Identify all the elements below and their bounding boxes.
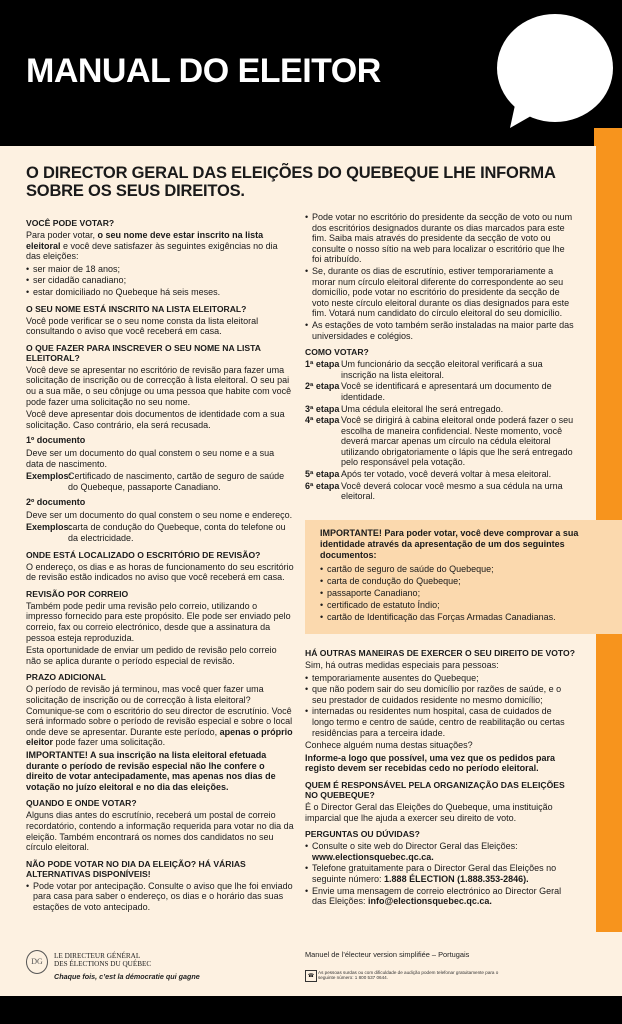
paragraph: Conhece alguém numa destas situações?	[305, 740, 473, 751]
list-item: • passaporte Canadiano;	[320, 588, 588, 599]
list-item: • carta de condução do Quebeque;	[320, 576, 588, 587]
column-right	[305, 212, 575, 503]
step-item: 2ª etapa Você se identificará e apresentará um documento de identidade.	[305, 381, 552, 402]
dgeq-logo-icon: DG	[26, 950, 48, 974]
examples: Exemplos: carta de condução do Quebeque, conta do telefone ou da electricidade.	[26, 522, 286, 544]
step-item: 5ª etapa Após ter votado, você deverá voltar à mesa eleitoral.	[305, 469, 552, 480]
alternatives-list-cont	[305, 212, 575, 341]
list-item: • que não podem sair do seu domicílio por razões de saúde, e o seu prestador de cuidados residente no mesmo domicílio;	[305, 684, 575, 705]
section-heading: QUANDO E ONDE VOTAR?	[26, 798, 137, 809]
section-heading: VOCÊ PODE VOTAR?	[26, 218, 115, 228]
paragraph: Sim, há outras medidas especiais para pessoas:	[305, 660, 499, 670]
id-documents-list	[320, 564, 588, 624]
section-heading: O QUE FAZER PARA INSCREVER O SEU NOME NA LISTA ELEITORAL?	[26, 342, 261, 363]
column-left	[26, 212, 294, 915]
list-item: • Pode votar por antecipação. Consulte o aviso que lhe foi enviado para casa para saber o endereço, os dias e o horário das suas estações de voto antecipado.	[26, 881, 294, 913]
important-content	[320, 528, 588, 626]
paragraph: Deve ser um documento do qual constem o seu nome e endereço.	[26, 509, 293, 520]
section-heading: PRAZO ADICIONAL	[26, 672, 106, 683]
paragraph: Para poder votar, o seu nome deve estar inscrito na lista eleitoral e você deve satisfazer às seguintes exigências no dia das eleições:	[26, 230, 278, 262]
paragraph: Você deve se apresentar no escritório de revisão para fazer uma solicitação de inscrição ou de correcção à lista eleitoral. O seu pai ou a sua mãe, o seu cônjuge ou uma pessoa que habite com você pode fazer uma solicitação no seu nome.	[26, 364, 292, 407]
step-item: 6ª etapa Você deverá colocar você mesmo a sua cédula na urna eleitoral.	[305, 480, 563, 502]
examples: Exemplos: Certificado de nascimento, cartão de seguro de saúde do Quebeque, passaporte Canadiano.	[26, 471, 285, 492]
list-item: • As estações de voto também serão instaladas na maior parte das universidades e colégios.	[305, 320, 575, 341]
list-item: • cartão de Identificação das Forças Armadas Canadianas.	[320, 612, 588, 623]
phone-number: 1.888 ÉLECTION (1.888.353-2846).	[384, 873, 529, 884]
contact-list	[305, 841, 575, 907]
manual-version: Manuel de l’électeur version simplifiée – Portugais	[305, 950, 470, 959]
section-heading: NÃO PODE VOTAR NO DIA DA ELEIÇÃO? HÁ VÁRIAS ALTERNATIVAS DISPONÍVEIS!	[26, 858, 246, 879]
section-heading: REVISÃO POR CORREIO	[26, 588, 129, 599]
paragraph: Também pode pedir uma revisão pelo correio, utilizando o impresso fornecido para este propósito. Ele pode ser enviado pelo correio, fax ou correio electrónico, desde que a assinatura da pessoa esteja reproduzida.	[26, 600, 291, 643]
step-item: 1ª etapa Um funcionário da secção eleitoral verificará a sua inscrição na lista eleitoral.	[305, 359, 543, 380]
email-link[interactable]: info@electionsquebec.qc.ca.	[368, 896, 492, 907]
step-item: 4ª etapa Você se dirigirá à cabina eleitoral onde poderá fazer o seu escolha de maneira confidencial. Neste momento, você deverá marcar apenas um círculo na cédula eleitoral utilizando obrigatoriamente o lápis que lhe será entregado pelo responsável pela votação.	[305, 415, 574, 468]
paragraph: É o Director Geral das Eleições do Quebeque, uma instituição imparcial que lhe ajuda a exercer seu direito de voto.	[305, 801, 553, 823]
list-item: • certificado de estatuto Índio;	[320, 600, 588, 611]
section-heading: COMO VOTAR?	[305, 347, 369, 358]
speech-bubble-icon	[0, 0, 622, 146]
org-name: LE DIRECTEUR GÉNÉRAL DES ÉLECTIONS DU QUÉBEC	[54, 952, 152, 968]
paragraph: O endereço, os dias e as horas de funcionamento do seu escritório de revisão estão indicados no aviso que você receberá em casa.	[26, 561, 294, 583]
paragraph: Informe-a logo que possível, uma vez que os pedidos para registo devem ser recebidas cedo no período eleitoral.	[305, 752, 556, 774]
list-item: • Consulte o site web do Director Geral das Eleições: www.electionsquebec.qc.ca.	[305, 841, 575, 862]
section-heading: HÁ OUTRAS MANEIRAS DE EXERCER O SEU DIREITO DE VOTO?	[305, 648, 575, 658]
list-item: • Se, durante os dias de escrutínio, estiver temporariamente a morar num círculo eleitoral diferente do correspondente ao seu domicílio, pode votar no escritório do presidente da secção de voto neste círculo eleitoral durante os dias designados para este fim. Votará num candidato do círculo eleitoral do seu domicílio.	[305, 266, 575, 319]
paragraph: Esta oportunidade de enviar um pedido de revisão pelo correio não se aplica durante o período especial de revisão.	[26, 645, 277, 666]
bottom-band	[0, 996, 622, 1024]
website-link[interactable]: www.electionsquebec.qc.ca.	[312, 851, 434, 862]
doc-heading: 2º documento	[26, 497, 86, 508]
list-item: • temporariamente ausentes do Quebeque;	[305, 673, 575, 684]
list-item: • Envie uma mensagem de correio electrónico ao Director Geral das Eleições: info@electionsquebec.qc.ca.	[305, 886, 575, 907]
list-item: • Pode votar no escritório do presidente da secção de voto ou num dos escritórios designados durante os dias marcados para este fim. Saiba mais através do presidente da secção de voto ou consulte o nosso sítio na web para localizar o escritório que lhe foi atribuído.	[305, 212, 575, 265]
important-note: IMPORTANTE! A sua inscrição na lista eleitoral efetuada durante o período de revisão especial não lhe confere o direito de votar antecipadamente, mas apenas nos dias de votação no juízo eleitoral e no dia das eleições.	[26, 749, 276, 792]
list-item: • ser maior de 18 anos;	[26, 264, 294, 275]
paragraph: O período de revisão já terminou, mas você quer fazer uma solicitação de inscrição ou de correcção à lista eleitoral? Comunique-se com o escritório do seu director de escrutínio. Você será informado sobre o período de revisão especial e sobre o local onde deve se apresentar. Durante este período, apenas o próprio eleitor pode fazer uma solicitação.	[26, 684, 293, 748]
subtitle: O DIRECTOR GERAL DAS ELEIÇÕES DO QUEBEQUE LHE INFORMA SOBRE OS SEUS DIREITOS.	[26, 164, 556, 200]
step-item: 3ª etapa Uma cédula eleitoral lhe será entregado.	[305, 403, 504, 414]
requirements-list	[26, 264, 294, 298]
alternatives-list	[26, 881, 294, 913]
list-item: • internadas ou residentes num hospital, casa de cuidados de longo termo e centro de saúde, centro de reabilitação ou certas residências para a terceira idade.	[305, 706, 575, 738]
slogan: Chaque fois, c’est la démocratie qui gagne	[54, 972, 200, 981]
section-heading: ONDE ESTÁ LOCALIZADO O ESCRITÓRIO DE REVISÃO?	[26, 549, 261, 560]
section-heading: QUEM É RESPONSÁVEL PELA ORGANIZAÇÃO DAS ELEIÇÕES NO QUEBEQUE?	[305, 779, 565, 800]
list-item: • estar domiciliado no Quebeque há seis meses.	[26, 287, 294, 298]
list-item: • ser cidadão canadiano;	[26, 275, 294, 286]
page-title: MANUAL DO ELEITOR	[26, 52, 381, 90]
paragraph: Você deve apresentar dois documentos de identidade com a sua solicitação. Caso contrário, ela será recusada.	[26, 409, 285, 430]
steps-list	[305, 359, 575, 502]
tty-icon: ☎	[305, 970, 317, 982]
list-item: • cartão de seguro de saúde do Quebeque;	[320, 564, 588, 575]
special-measures-list	[305, 673, 575, 739]
paragraph: Você pode verificar se o seu nome consta da lista eleitoral consultando o aviso que você receberá em casa.	[26, 315, 259, 337]
paragraph: Alguns dias antes do escrutínio, receberá um postal de correio recordatório, contendo a informação requerida para votar no dia da eleição. Também encontrará os nomes dos candidatos no seu círculo eleitoral.	[26, 810, 294, 853]
tty-note: As pessoas surdas ou com dificuldade de audição podem telefonar gratuitamente para o seguinte número: 1 800 537 0644.	[318, 970, 499, 981]
paragraph: Deve ser um documento do qual constem o seu nome e a sua data de nascimento.	[26, 447, 275, 469]
column-right-lower	[305, 642, 575, 909]
doc-heading: 1º documento	[26, 435, 86, 446]
section-heading: O SEU NOME ESTÁ INSCRITO NA LISTA ELEITORAL?	[26, 303, 247, 314]
important-title: IMPORTANTE! Para poder votar, você deve comprovar a sua identidade através da apresentação de um dos seguintes documentos:	[320, 528, 579, 561]
section-heading: PERGUNTAS OU DÚVIDAS?	[305, 829, 420, 840]
list-item: • Telefone gratuitamente para o Director Geral das Eleições no seguinte número: 1.888 ÉLECTION (1.888.353-2846).	[305, 863, 575, 884]
